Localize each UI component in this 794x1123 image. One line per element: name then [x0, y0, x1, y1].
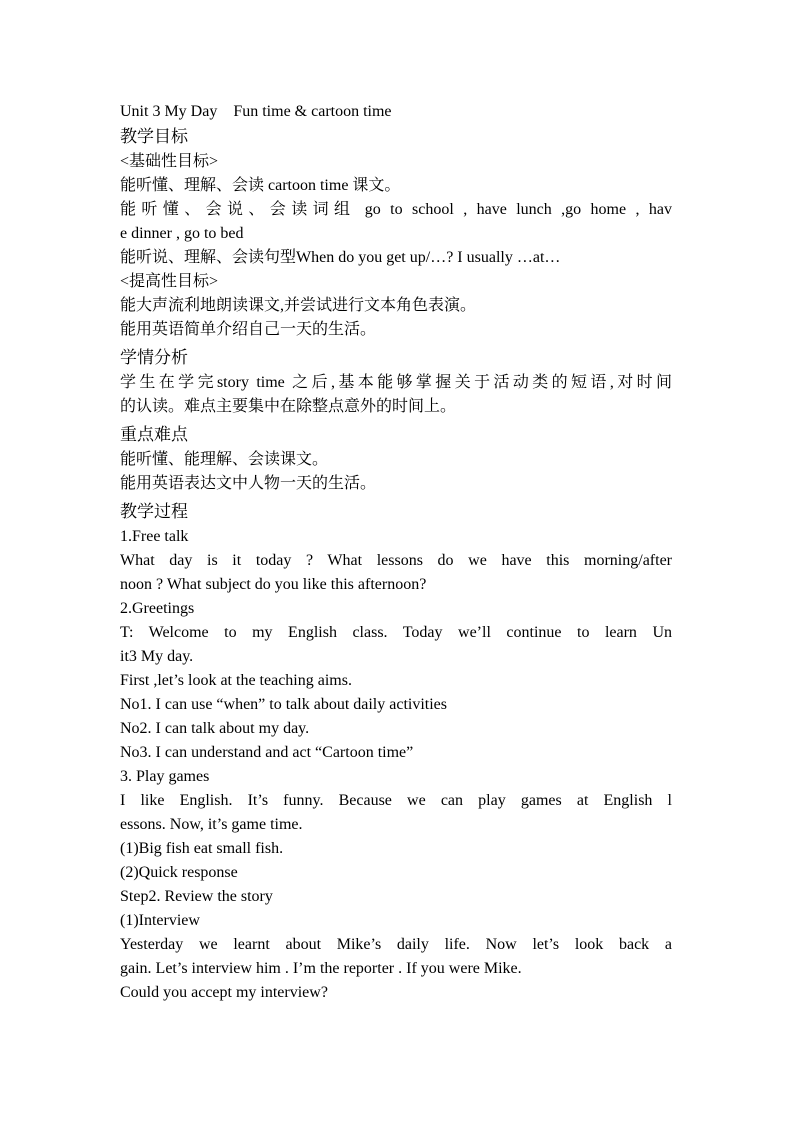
- analysis-line-2: 的认读。难点主要集中在除整点意外的时间上。: [120, 398, 457, 415]
- process-aim-2: No2. I can talk about my day.: [120, 720, 310, 737]
- process-greetings: 2.Greetings: [120, 600, 195, 617]
- process-line: What day is it today ? What lessons do we have this morning/after: [120, 552, 672, 569]
- process-game-2: (2)Quick response: [120, 864, 238, 881]
- process-step-2: Step2. Review the story: [120, 888, 273, 905]
- key-point-2: 能用英语表达文中人物一天的生活。: [120, 475, 377, 492]
- advanced-goal-1: 能大声流利地朗读课文,并尝试进行文本角色表演。: [120, 297, 477, 314]
- basic-goal-1: 能听懂、理解、会读 cartoon time 课文。: [120, 177, 401, 194]
- process-free-talk: 1.Free talk: [120, 528, 189, 545]
- process-line: First ,let’s look at the teaching aims.: [120, 672, 352, 689]
- process-line: gain. Let’s interview him . I’m the reporter . If you were Mike.: [120, 960, 522, 977]
- document-page: [120, 100, 672, 1005]
- section-heading-key-points: 重点难点: [120, 425, 188, 445]
- process-line: Could you accept my interview?: [120, 984, 328, 1001]
- basic-goal-2-line-2: e dinner , go to bed: [120, 225, 244, 242]
- process-line: it3 My day.: [120, 648, 194, 665]
- process-line: noon ? What subject do you like this afternoon?: [120, 576, 427, 593]
- key-point-1: 能听懂、能理解、会读课文。: [120, 451, 329, 468]
- subheading-advanced-goals: <提高性目标>: [120, 273, 219, 290]
- process-line: essons. Now, it’s game time.: [120, 816, 303, 833]
- section-heading-student-analysis: 学情分析: [120, 348, 188, 368]
- section-heading-teaching-goals: 教学目标: [120, 127, 188, 147]
- advanced-goal-2: 能用英语简单介绍自己一天的生活。: [120, 321, 377, 338]
- section-heading-teaching-process: 教学过程: [120, 502, 188, 522]
- document-title: Unit 3 My Day Fun time & cartoon time: [120, 103, 392, 120]
- process-aim-3: No3. I can understand and act “Cartoon time”: [120, 744, 414, 761]
- process-aim-1: No1. I can use “when” to talk about daily activities: [120, 696, 448, 713]
- process-interview: (1)Interview: [120, 912, 200, 929]
- analysis-line-1: 学生在学完story time 之后,基本能够掌握关于活动类的短语,对时间: [120, 374, 672, 391]
- basic-goal-3: 能听说、理解、会读句型When do you get up/…? I usually …at…: [120, 249, 561, 266]
- process-line: T: Welcome to my English class. Today we’ll continue to learn Un: [120, 624, 672, 641]
- process-game-1: (1)Big fish eat small fish.: [120, 840, 284, 857]
- subheading-basic-goals: <基础性目标>: [120, 153, 219, 170]
- process-play-games: 3. Play games: [120, 768, 210, 785]
- process-line: I like English. It’s funny. Because we can play games at English l: [120, 792, 672, 809]
- basic-goal-2-line-1: 能听懂、会说、会读词组 go to school , have lunch ,go home , hav: [120, 201, 672, 218]
- process-line: Yesterday we learnt about Mike’s daily life. Now let’s look back a: [120, 936, 672, 953]
